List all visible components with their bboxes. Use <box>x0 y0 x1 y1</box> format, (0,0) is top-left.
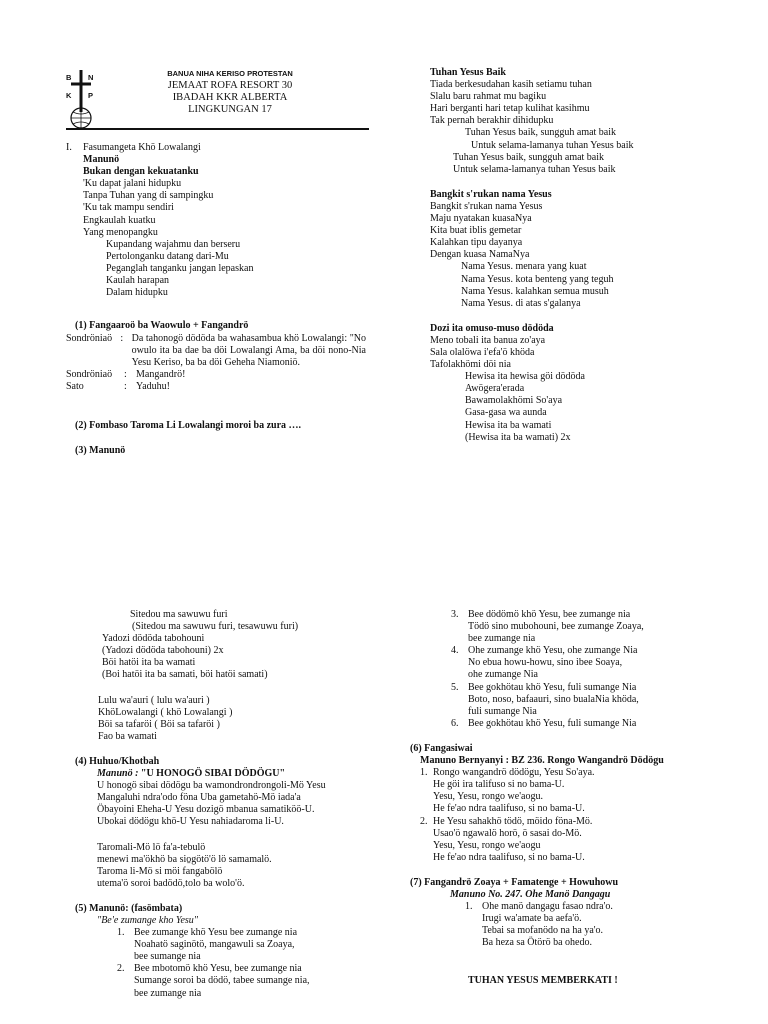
section-2-title: (2) Fombaso Taroma Li Lowalangi moroi ba zura …. <box>75 420 302 431</box>
list-number: 1. <box>420 767 428 779</box>
closing-blessing: TUHAN YESUS MEMBERKATI ! <box>468 975 618 987</box>
liturgy-text: Mangandrö! <box>136 369 186 381</box>
lyric-line: Tebai sa mofanödo na ha ya'o. <box>482 925 604 937</box>
header-divider <box>66 128 369 130</box>
lyric-line: Tiada berkesudahan kasih setiamu tuhan <box>430 79 592 91</box>
section-1-title: (1) Fangaaroö ba Waowulo + Fangandrö <box>75 320 249 331</box>
lyric-line: 'Ku tak mampu sendiri <box>83 202 174 214</box>
lyric-line: Maju nyatakan kuasaNya <box>430 213 532 225</box>
header <box>130 68 330 116</box>
liturgy-text: Yaduhu! <box>136 381 170 393</box>
list-number: 5. <box>451 681 459 693</box>
lyric-line: Taromali-Mö lö fa'a-tebulö <box>97 841 206 853</box>
part1-num: I. <box>66 142 72 153</box>
lyric-line: Hari berganti hari tetap kulihat kasihmu <box>430 103 590 115</box>
lyric-line: Tanpa Tuhan yang di sampingku <box>83 190 214 202</box>
section-4-song-title: "U HONOGÖ SIBAI DÖDÖGU" <box>140 768 286 780</box>
lyric-line: Bee zumange khö Yesu bee zumange nia <box>134 927 298 939</box>
section-4 <box>66 756 386 890</box>
list-number: 1. <box>465 901 473 913</box>
lyric-line: Bee gokhötau khö Yesu, fuli sumange Nia <box>468 717 637 729</box>
lyric-line: Dengan kuasa NamaNya <box>430 249 530 261</box>
lyric-line: Tafolakhömi döi nia <box>430 359 511 371</box>
lyric-line: Lulu wa'auri ( lulu wa'auri ) <box>98 694 210 706</box>
part1-title: Fasumangeta Khö Lowalangi <box>83 142 201 153</box>
lyric-line: Bee mbotomö khö Yesu, bee zumange nia <box>134 963 302 975</box>
part1 <box>66 142 366 299</box>
lyric-line: Untuk selama-lamanya tuhan Yesus baik <box>453 163 616 175</box>
church-logo <box>66 68 96 130</box>
lyric-line: He göi ira talifuso si no bama-U. <box>433 779 565 791</box>
liturgy-row <box>66 333 366 369</box>
left-bottom <box>66 609 386 1000</box>
lyric-line: Sitedou ma sawuwu furi <box>130 609 228 620</box>
liturgy-text: Da tahonogö dödöda ba wahasambua khö Lowalangi: "No owulo ita ba dae ba döi Lowalangi Ama, ba döi nono-Nia Yesu Keriso, ba ba döi Geheha Niamoniö. <box>131 333 366 369</box>
liturgy-sep: : <box>120 333 124 345</box>
lyric-line: Böi hatöi ita ba wamati <box>102 657 196 669</box>
lyric-line: Noahatö saginötö, mangawuli sa Zoaya, <box>134 939 295 951</box>
lyric-line: Ubokai dödögu khö-U Yesu nahiadaroma li-U. <box>97 816 284 828</box>
lyric-line: Sala olalöwa i'efa'ö khöda <box>430 346 535 358</box>
header-line1: JEMAAT ROFA RESORT 30 <box>167 80 293 92</box>
lyric-line: Kupandang wajahmu dan berseru <box>106 238 241 250</box>
lyric-line: Kaulah harapan <box>106 275 170 287</box>
header-org: BANUA NIHA KERISO PROTESTAN <box>167 69 293 78</box>
list-item <box>465 901 750 949</box>
lyric-line: Dalam hidupku <box>106 287 168 299</box>
lyric-line: (Sitedou ma sawuwu furi, tesawuwu furi) <box>132 621 299 633</box>
logo-letter-k: K <box>66 91 72 100</box>
liturgy-speaker: Sato <box>66 381 84 393</box>
lyric-line: Pertolonganku datang dari-Mu <box>106 250 229 262</box>
lyric-line: Irugi wa'amate ba aefa'ö. <box>482 913 582 925</box>
lyric-line: Taroma li-Mö si möi fangabölö <box>97 865 223 877</box>
section-6-title: (6) Fangasiwai <box>410 742 473 754</box>
lyric-line: Yang menopangku <box>83 226 158 238</box>
lyric-line: (Hewisa ita ba wamati) 2x <box>465 431 571 443</box>
liturgy-sep: : <box>124 369 127 381</box>
list-item <box>451 645 750 681</box>
section-4-song-label: Manunö : <box>97 768 141 780</box>
list-number: 4. <box>451 645 459 657</box>
section-7 <box>410 877 750 950</box>
lyric-line: Tuhan Yesus baik, sungguh amat baik <box>465 127 617 139</box>
list-item <box>117 927 386 963</box>
list-item <box>451 718 750 730</box>
lyric-line: Sumange soroi ba dödö, tabee sumange nia, <box>134 975 310 987</box>
lyric-line: Nama Yesus. kalahkan semua musuh <box>461 285 609 297</box>
lyric-line: He fe'ao ndra taalifuso, si no bama-U. <box>433 803 585 815</box>
section-6-subtitle: Manuno Bernyanyi : BZ 236. Rongo Wangandrö Dödögu <box>420 755 664 767</box>
section-4-title: (4) Huhuo/Khotbah <box>75 755 160 767</box>
liturgy-sep: : <box>124 381 127 393</box>
lyric-line: Tak pernah berakhir dihidupku <box>430 115 554 127</box>
list-number: 1. <box>117 927 125 939</box>
lyric-line: KhöLowalangi ( khö Lowalangi ) <box>98 706 233 718</box>
song-title: Tuhan Yesus Baik <box>430 67 506 78</box>
lyric-line: menewi ma'ökhö ba sio̱götö'ö lö samamalö. <box>97 853 272 865</box>
list-number: 6. <box>451 717 459 729</box>
lyric-line: utema'ö soroi badödö,tolo ba wolo'ö. <box>97 877 245 889</box>
section-4-song <box>75 768 386 780</box>
lyric-line: Ohe manö dangagu fasao ndra'o. <box>482 901 613 913</box>
song-title: Dozi ita omuso-muso dödöda <box>430 322 554 334</box>
lyric-line: Usao'ö ngawalö horö, ö sasai do-Mö. <box>433 827 582 839</box>
lyric-line: Yesu, Yesu, rongo we'aogu. <box>433 791 543 803</box>
header-line3: LINGKUNGAN 17 <box>188 104 272 116</box>
lyric-line: Kalahkan tipu dayanya <box>430 237 523 249</box>
logo-letter-n: N <box>88 73 94 82</box>
lyric-line: fuli sumange Nia <box>468 705 537 717</box>
lyric-line: No ebua howu-howu, sino ibee Soaya, <box>468 657 623 669</box>
lyric-line: Öbayoini Eheha-U Yesu dozigö mbanua samatiköö-U. <box>97 804 315 816</box>
lyric-line: Nama Yesus. menara yang kuat <box>461 261 587 273</box>
lyric-line: 'Ku dapat jalani hidupku <box>83 178 182 190</box>
liturgy-speaker: Sondröniaö <box>66 369 113 381</box>
section-6 <box>410 743 750 864</box>
section-7-title: (7) Fangandrö Zoaya + Famatenge + Howuhowu <box>410 876 619 888</box>
lyric-line: He Yesu sahakhö tödö, möido föna-Mö. <box>433 815 593 827</box>
list-number: 2. <box>420 815 428 827</box>
section-1 <box>66 320 366 394</box>
lyric-line: Tuhan Yesus baik, sungguh amat baik <box>453 151 605 163</box>
part1-song-title: Bukan dengan kekuatanku <box>83 166 199 178</box>
song-title: Bangkit s'rukan nama Yesus <box>430 188 552 200</box>
lyric-line: bee sumange nia <box>134 951 201 963</box>
lyric-line: Meno tobali ita banua zo'aya <box>430 334 546 346</box>
list-item <box>451 682 750 718</box>
lyric-line: Gasa-gasa wa aunda <box>465 407 547 419</box>
lyric-line: Peganglah tanganku jangan lepaskan <box>106 262 254 274</box>
right-top-songs <box>430 67 730 444</box>
lyric-line: ohe zumange Nia <box>468 669 538 681</box>
lyric-line: Boto, noso, bafaauri, sino bualaNia khöda, <box>468 693 639 705</box>
logo-letter-b: B <box>66 73 72 82</box>
lyric-line: Hewisa ita ba wamati <box>465 419 552 431</box>
section-3-title: (3) Manunö <box>75 445 126 456</box>
lyric-line: (Boi hatöi ita ba samati, böi hatöi samati) <box>102 669 268 681</box>
lyric-line: Slalu baru rahmat mu bagiku <box>430 91 547 103</box>
section-7-subtitle: Manuno No. 247. Ohe Manö Dangagu <box>450 888 611 900</box>
right-bottom <box>410 609 750 988</box>
lyric-line: He fe'ao ndra taalifuso, si no bama-U. <box>433 851 585 863</box>
lyric-line: Bee dödömö khö Yesu, bee zumange nia <box>468 609 631 620</box>
header-line2: IBADAH KKR ALBERTA <box>172 92 288 104</box>
lyric-line: Nama Yesus. kota benteng yang teguh <box>461 273 614 285</box>
list-item <box>420 767 750 815</box>
lyric-line: Kita buat iblis gemetar <box>430 225 522 237</box>
lyric-line: Fao ba wamati <box>98 730 157 742</box>
lyric-line: bee zumange nia <box>468 633 536 645</box>
section-5-subtitle: "Be'e zumange kho Yesu" <box>97 914 198 926</box>
section-5 <box>66 903 386 1000</box>
lyric-line: Yesu, Yesu, rongo we'aogu <box>433 839 541 851</box>
logo-letter-p: P <box>88 91 94 100</box>
lyric-line: Engkaulah kuatku <box>83 214 156 226</box>
lyric-line: Tödö sino mubohouni, bee zumange Zoaya, <box>468 621 644 633</box>
lyric-line: (Yadozi dödöda tabohouni) 2x <box>102 645 224 657</box>
lyric-line: bee zumange nia <box>134 987 202 999</box>
lyric-line: Rongo wangandrö dödögu, Yesu So'aya. <box>433 767 595 779</box>
lyric-line: Mangaluhi ndra'odo föna Uba gametahö-Mö iada'a <box>97 792 301 804</box>
lyric-line: Bee gokhötau khö Yesu, fuli sumange Nia <box>468 681 637 693</box>
liturgy-speaker: Sondröniaö <box>66 333 113 345</box>
lyric-line: Ba heza sa Ötörö ba ohedo. <box>482 937 592 949</box>
list-number: 3. <box>451 609 459 620</box>
liturgy-row <box>66 381 366 393</box>
lyric-line: Böi sa tafaröi ( Böi sa tafaröi ) <box>98 718 220 730</box>
part1-song-label: Manunö <box>83 154 120 166</box>
list-number: 2. <box>117 963 125 975</box>
list-item <box>117 963 386 999</box>
lyric-line: Nama Yesus. di atas s'galanya <box>461 297 581 309</box>
lyric-line: Hewisa ita hewisa göi dödöda <box>465 371 585 383</box>
lyric-line: Bangkit s'rukan nama Yesus <box>430 200 543 212</box>
lyric-line: Ohe zumange khö Yesu, ohe zumange Nia <box>468 645 638 657</box>
section-5-title: (5) Manunö: (fasömbata) <box>75 902 183 914</box>
list-item <box>451 609 750 645</box>
lyric-line: Bawamolakhömi So'aya <box>465 395 563 407</box>
lyric-line: Awögera'erada <box>465 383 525 395</box>
list-item <box>420 816 750 864</box>
lyric-line: U honogö sibai dödögu ba wamondrondrongoli-Mö Yesu <box>97 780 326 792</box>
lyric-line: Untuk selama-lamanya tuhan Yesus baik <box>471 139 634 151</box>
lyric-line: Yadozi dödöda tabohouni <box>102 633 205 645</box>
liturgy-row <box>66 369 366 381</box>
